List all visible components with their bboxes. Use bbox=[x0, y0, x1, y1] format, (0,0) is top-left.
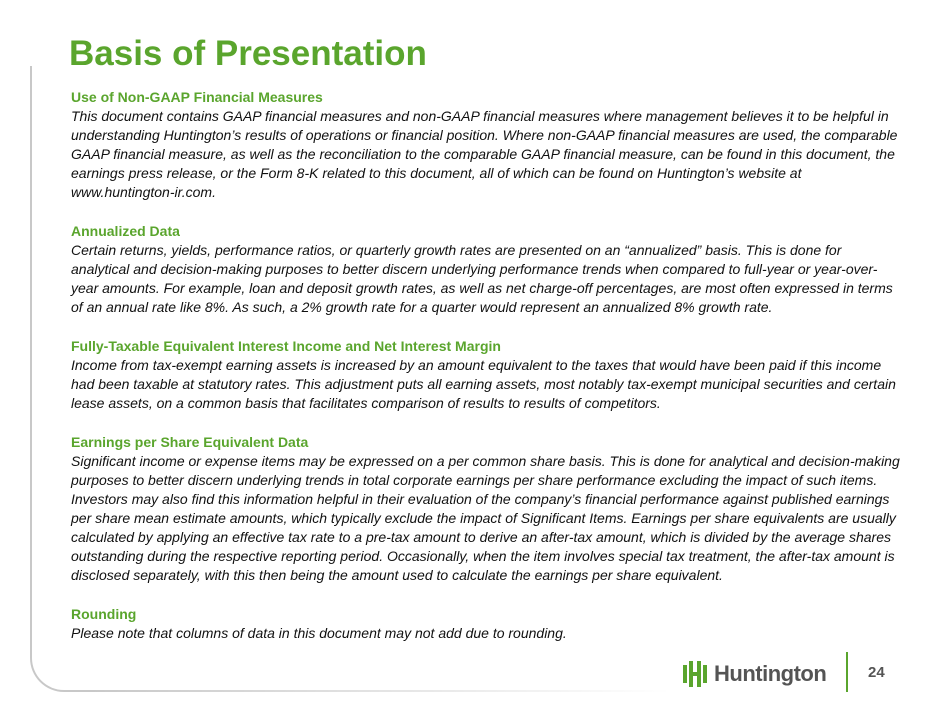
section-non-gaap bbox=[71, 88, 911, 202]
section-annualized-data bbox=[71, 222, 911, 317]
footer-divider bbox=[846, 652, 848, 692]
section-heading: Earnings per Share Equivalent Data bbox=[71, 434, 309, 450]
section-heading: Annualized Data bbox=[71, 223, 180, 239]
section-eps-equivalent bbox=[71, 433, 911, 585]
section-body: Certain returns, yields, performance ratios, or quarterly growth rates are presented on an “annualized” basis. This is done for analytical and decision-making purposes to better discern underlying performance trends when compared to full-year or year-over-year amounts. For example, loan and deposit growth rates, as well as net charge-off percentages, are most often expressed in terms of an annual rate like 8%. As such, a 2% growth rate for a quarter would represent an annualized 8% growth rate. bbox=[71, 242, 893, 315]
huntington-logo bbox=[682, 658, 826, 690]
section-rounding bbox=[71, 605, 911, 643]
section-body: Please note that columns of data in this document may not add due to rounding. bbox=[71, 625, 567, 641]
huntington-logo-mark-icon bbox=[682, 659, 708, 689]
section-heading: Rounding bbox=[71, 606, 137, 622]
slide-frame-bottom-line bbox=[90, 690, 670, 692]
section-body: Income from tax-exempt earning assets is increased by an amount equivalent to the taxes that would have been paid if this income had been taxable at statutory rates. This adjustment puts all earning assets, most notably tax-exempt municipal securities and certain lease assets, on a common basis that facilitates comparison of results to results of competitors. bbox=[71, 357, 896, 411]
section-fte-interest-income bbox=[71, 337, 911, 413]
section-body: Significant income or expense items may be expressed on a per common share basis. This is done for analytical and decision-making purposes to better discern underlying trends in total corporate earnings per share performance excluding the impact of such items. Investors may also find this information helpful in their evaluation of the company’s financial performance against published earnings per share mean estimate amounts, which typically exclude the impact of Significant Items. Earnings per share equivalents are usually calculated by applying an effective tax rate to a pre-tax amount to derive an after-tax amount, which is divided by the average shares outstanding during the respective reporting period. Occasionally, when the item involves special tax treatment, the after-tax amount is disclosed separately, with this then being the amount used to calculate the earnings per share equivalent. bbox=[71, 453, 900, 583]
page-title: Basis of Presentation bbox=[69, 34, 427, 73]
section-body: This document contains GAAP financial measures and non-GAAP financial measures where management believes it to be helpful in understanding Huntington’s results of operations or financial position. Where non-GAAP financial measures are used, the comparable GAAP financial measure, as well as the reconciliation to the comparable GAAP financial measure, can be found in this document, the earnings press release, or the Form 8-K related to this document, all of which can be found on Huntington’s website at www.huntington-ir.com. bbox=[71, 108, 898, 200]
page-number: 24 bbox=[868, 664, 885, 681]
content-area bbox=[71, 88, 911, 663]
section-heading: Use of Non-GAAP Financial Measures bbox=[71, 89, 323, 105]
section-heading: Fully-Taxable Equivalent Interest Income and Net Interest Margin bbox=[71, 338, 501, 354]
logo-text: Huntington bbox=[714, 661, 827, 686]
